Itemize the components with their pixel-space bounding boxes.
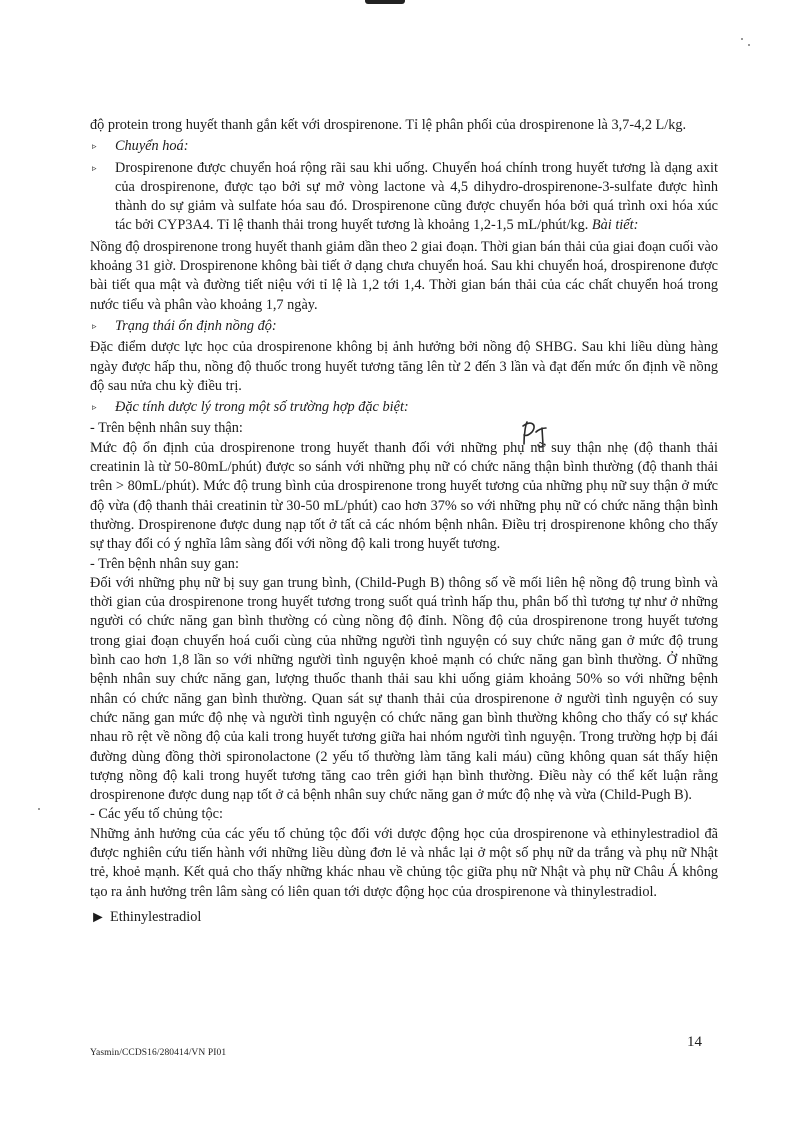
bullet-steady-state-heading xyxy=(90,317,718,336)
bullet-special-populations-heading xyxy=(90,398,718,417)
paragraph-renal: Mức độ ổn định của drospirenone trong huyết thanh đối với những phụ nữ suy thận nhẹ (độ thanh thải creatinin là từ 50-80mL/phút) được so sánh với những phụ nữ có chức năng thận bình thường (độ thanh thải trên > 80mL/phút). Mức độ trung bình của drospirenone trong huyết tương của những phụ nữ suy thận ở mức độ vừa (độ thanh thải creatinin từ 30-50 mL/phút) cao hơn 37% so với những phụ nữ có chức năng thận bình thường. Drospirenone được dung nạp tốt ở tất cả các nhóm bệnh nhân. Điều trị drospirenone không cho thấy sự thay đổi có ý nghĩa lâm sàng đối với nồng độ kali trong huyết tương. xyxy=(90,439,718,553)
section-heading: Bài tiết: xyxy=(591,217,639,234)
paragraph-metabolism: Drospirenone được chuyển hoá rộng rãi sau khi uống. Chuyển hoá chính trong huyết tương là dạng axit của drospirenone, được tạo bởi sự mở vòng lactone và 4,5 dihydro-drospirenone-3-sulfate được hình thành do sự giảm và sulfate hóa sau đó. Drospirenone cũng được chuyển hóa bởi quá trình oxi hóa xúc tác bởi CYP3A4. Tỉ lệ thanh thải trong huyết tương là khoảng 1,2-1,5 mL/phút/kg. xyxy=(115,159,718,234)
signature-initials-icon xyxy=(518,418,556,450)
section-ethinylestradiol xyxy=(90,908,718,927)
bullet-metabolism xyxy=(90,159,718,236)
subheading-hepatic: - Trên bệnh nhân suy gan: xyxy=(90,555,239,572)
paragraph-distribution: độ protein trong huyết thanh gắn kết với drospirenone. Tỉ lệ phân phối của drospirenone là 3,7-4,2 L/kg. xyxy=(90,117,687,133)
subheading-renal: - Trên bệnh nhân suy thận: xyxy=(90,420,243,437)
scan-speck xyxy=(38,808,40,810)
hollow-triangle-icon: ▹ xyxy=(92,402,97,413)
hollow-triangle-icon: ▹ xyxy=(92,141,97,152)
section-heading: Chuyển hoá: xyxy=(115,138,189,155)
scan-speck xyxy=(748,44,750,46)
section-heading: Trạng thái ổn định nồng độ: xyxy=(115,317,277,334)
hollow-triangle-icon: ▹ xyxy=(92,162,97,173)
paragraph-hepatic: Đối với những phụ nữ bị suy gan trung bình, (Child-Pugh B) thông số về mối liên hệ nồng độ trung bình và thời gian của drospirenone trong huyết tương trong suốt quá trình hấp thu, phân bố thì tương tự như ở những người có chức năng gan bình thường có cùng nồng độ đỉnh. Nồng độ của drospirenone trong huyết tương trong giai đoạn chuyển hoá cuối cùng của những người tình nguyện có suy chức năng gan ở mức độ trung bình cao hơn 1,8 lần so với những người tình nguyện khoẻ mạnh có chức năng gan bình thường. Ở những bệnh nhân suy chức năng gan, lượng thuốc thanh thải sau khi uống giảm khoảng 50% so với những bệnh nhân có chức năng gan bình thường. Quan sát sự thanh thải của drospirenone ở người tình nguyện có suy chức năng gan mức độ nhẹ và người tình nguyện có chức năng gan bình thường không cho thấy có sự khác nhau rõ rệt về nồng độ của kali trong huyết tương giữa hai nhóm người tình nguyện. Trong trường hợp bị đái đường dùng đồng thời spironolactone (2 yếu tố thường làm tăng kali máu) cũng không quan sát thấy hiện tượng nồng độ kali trong huyết tương tăng cao trên giới hạn bình thường. Điều này có thể kết luận rằng drospirenone được dung nạp tốt ở cả bệnh nhân suy chức năng gan ở mức độ nhẹ và vừa (Child-Pugh B). xyxy=(90,574,718,804)
section-heading: Đặc tính dược lý trong một số trường hợp đặc biệt: xyxy=(115,399,409,416)
paragraph-excretion: Nồng độ drospirenone trong huyết thanh giảm dần theo 2 giai đoạn. Thời gian bán thải của giai đoạn cuối vào khoảng 31 giờ. Drospirenone không bài tiết ở dạng chưa chuyển hoá. Sau khi chuyển hoá, drospirenone được bài tiết qua mật và đường tiết niệu với tỉ lệ là 1,2 tới 1,4. Thời gian bán thải của các chất chuyển hoá trong nước tiểu và phân vào khoảng 1,7 ngày. xyxy=(90,238,718,313)
subheading-ethnic: - Các yếu tố chủng tộc: xyxy=(90,806,224,823)
document-reference: Yasmin/CCDS16/280414/VN PI01 xyxy=(90,1048,227,1058)
scan-mark xyxy=(365,0,405,4)
solid-triangle-icon: ► xyxy=(90,908,106,926)
scan-speck xyxy=(741,38,743,40)
section-title: Ethinylestradiol xyxy=(110,908,202,925)
hollow-triangle-icon: ▹ xyxy=(92,320,97,331)
paragraph-steady-state: Đặc điểm dược lực học của drospirenone không bị ảnh hưởng bởi nồng độ SHBG. Sau khi liều dùng hàng ngày được hấp thu, nồng độ thuốc trong huyết tương tăng lên từ 2 đến 3 lần và đạt đến mức ổn định về nồng độ sau nửa chu kỳ điều trị. xyxy=(90,339,718,394)
bullet-metabolism-heading xyxy=(90,137,718,156)
page-number: 14 xyxy=(687,1034,702,1050)
document-body xyxy=(90,116,718,927)
paragraph-ethnic: Những ảnh hưởng của các yếu tố chủng tộc đối với dược động học của drospirenone và ethinylestradiol đã được nghiên cứu tiến hành với những liều dùng đơn lẻ và nhắc lại ở một số phụ nữ da trắng và phụ nữ Nhật trẻ, khoẻ mạnh. Kết quả cho thấy những khác nhau về chủng tộc giữa phụ nữ Nhật và phụ nữ Châu Á không tạo ra ảnh hưởng trên lâm sàng có liên quan tới dược động học của drospirenone và thinylestradiol. xyxy=(90,825,718,900)
